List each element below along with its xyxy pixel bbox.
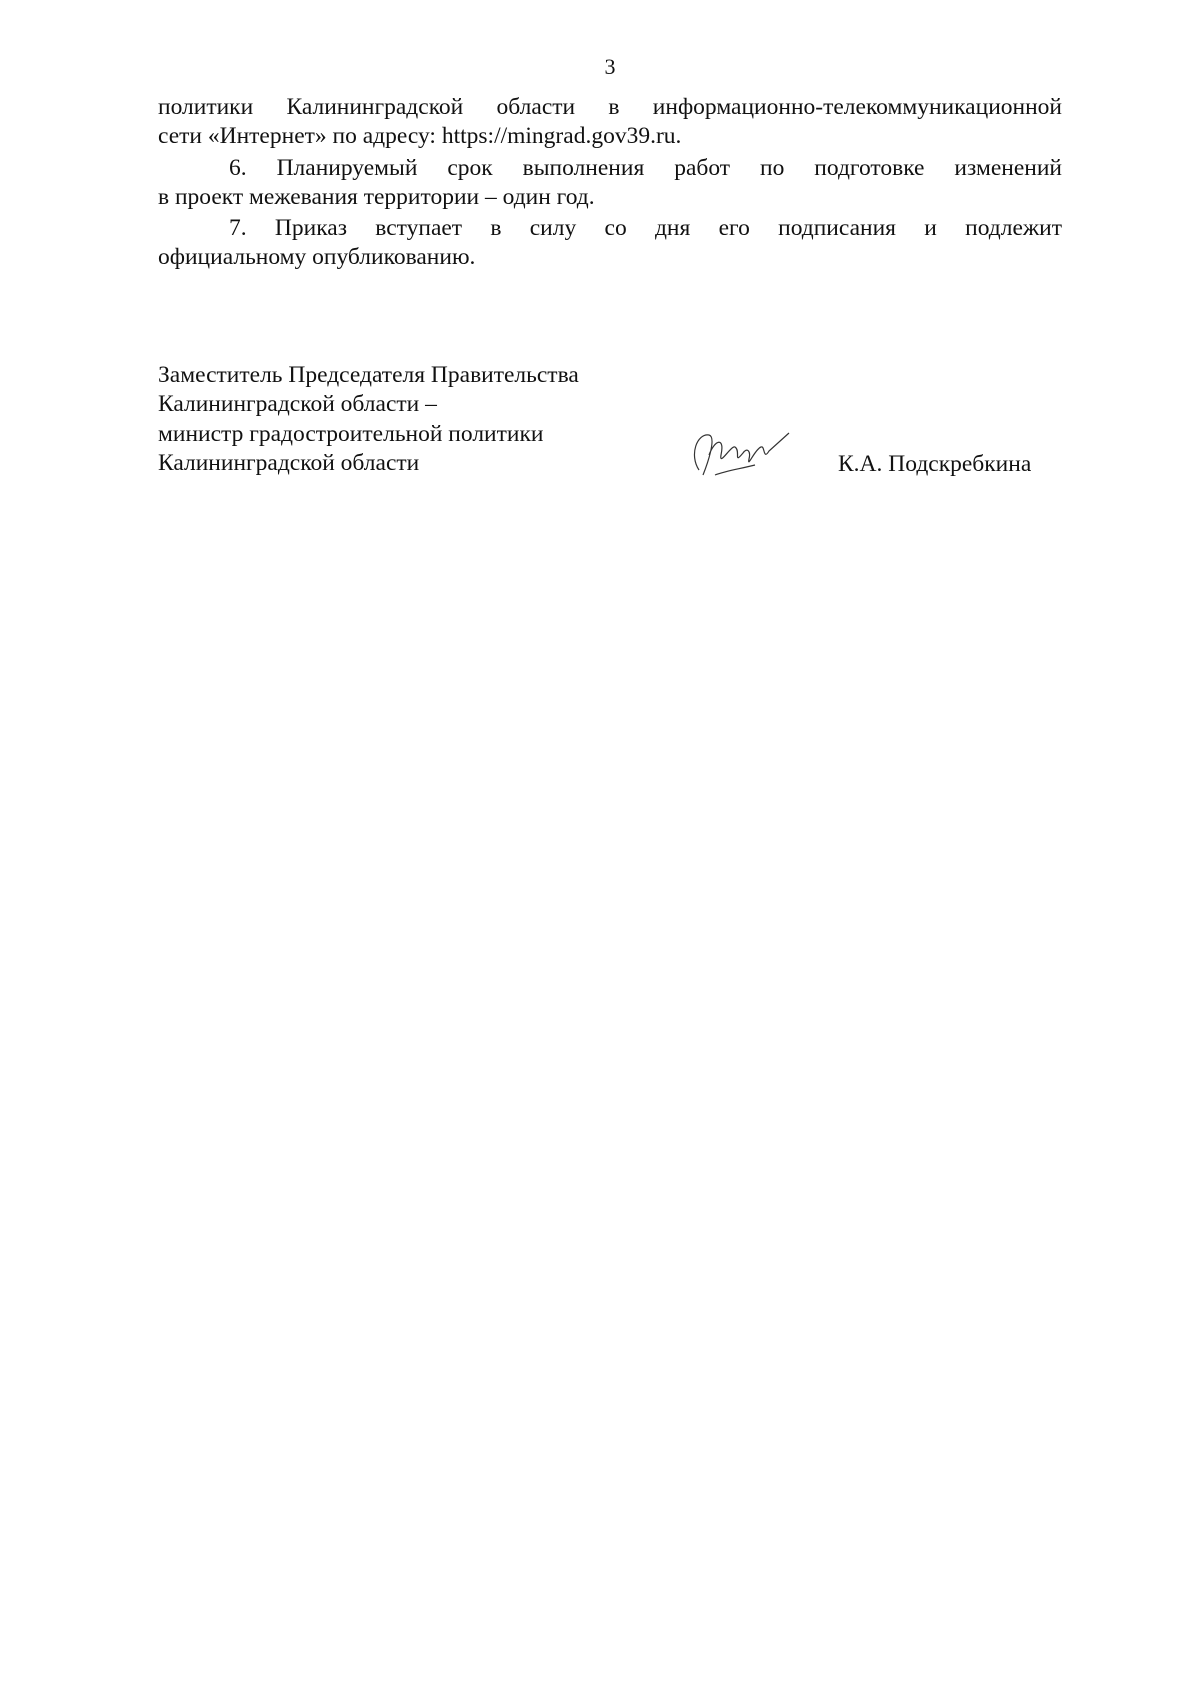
signatory-name: К.А. Подскребкина	[838, 451, 1032, 477]
signatory-position: министр градостроительной политики	[158, 421, 544, 447]
text-line: 7. Приказ вступает в силу со дня его подписания и подлежит	[229, 215, 1062, 241]
handwritten-signature	[685, 425, 795, 485]
text-line: сети «Интернет» по адресу: https://mingrad.gov39.ru.	[158, 123, 682, 149]
text-line: 6. Планируемый срок выполнения работ по подготовке изменений	[229, 155, 1062, 181]
page-number: 3	[604, 54, 616, 79]
text-line: политики Калининградской области в информационно-телекоммуникационной	[158, 94, 1062, 120]
signatory-position: Калининградской области	[158, 450, 420, 476]
signatory-position: Заместитель Председателя Правительства	[158, 362, 579, 388]
text-line: официальному опубликованию.	[158, 244, 476, 270]
text-line: в проект межевания территории – один год.	[158, 184, 595, 210]
signatory-position: Калининградской области –	[158, 391, 437, 417]
